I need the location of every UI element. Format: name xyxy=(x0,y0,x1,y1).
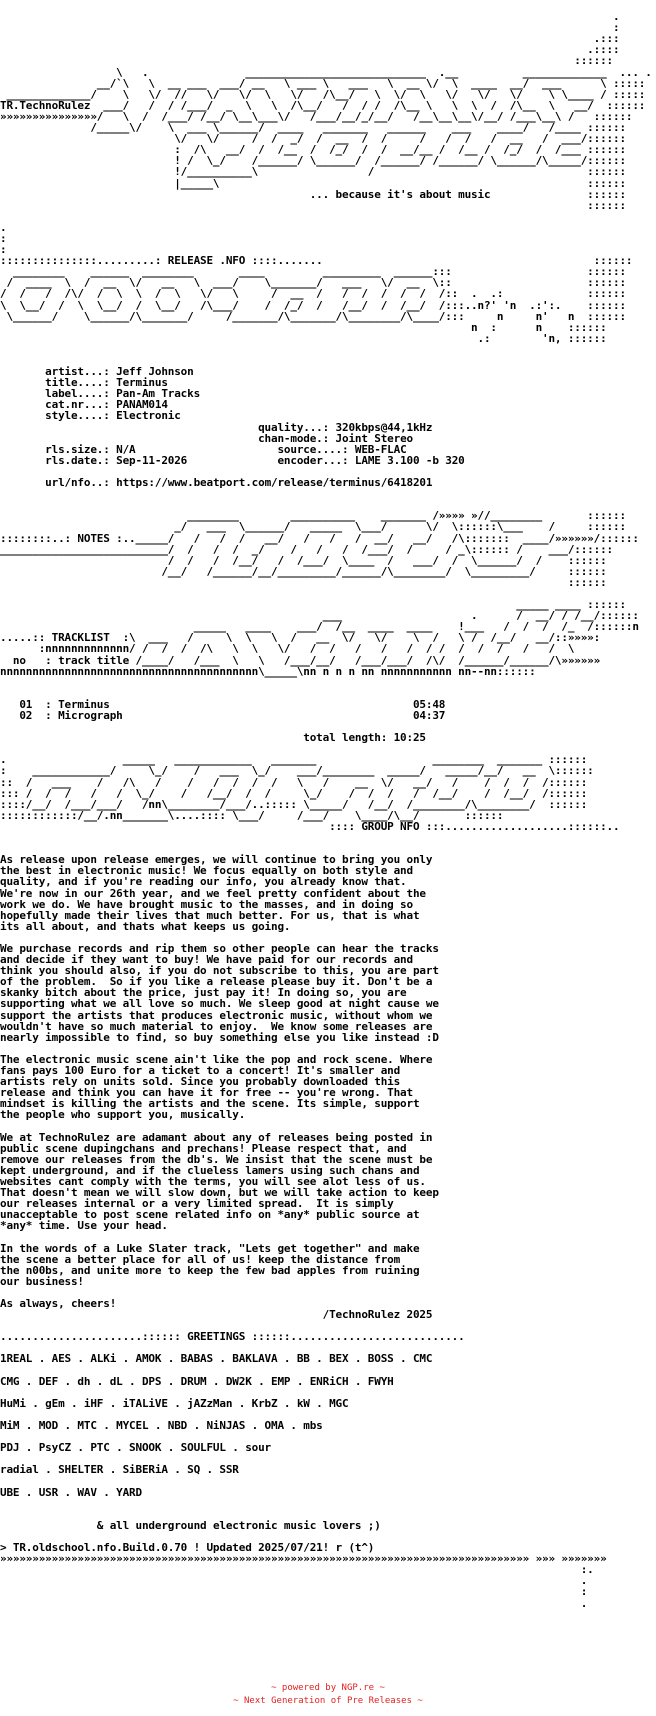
release-fields-right: quality...: 320kbps@44,1kHz chan-mode.: Joint Stereo rls.size.: N/A source....: WEB-FLAC rls.date.: Sep-11-2026 encoder...: LAME 3.100 -b 320 url/nfo..: https://www.beatport.com/release/terminus/6418201 xyxy=(0,420,465,490)
group-paragraph: The electronic music scene ain't like the pop and rock scene. Where fans pays 100 Euro for a ticket to a concert! It's smaller and artists rely on units sold. Since you probably downloaded this release and think you can have it for free -- you're wrong. That mindset is killing the artists and the scene. Its simple, support the people who support you, musically. xyxy=(0,1052,433,1122)
signature: /TechnoRulez 2025 xyxy=(322,1308,433,1322)
release-fields-left: artist...: Jeff Johnson title....: Terminus label....: Pan-Am Tracks cat.nr...: PANAM014 style....: Electronic xyxy=(0,365,201,423)
powered-by-footer xyxy=(0,1682,656,1708)
build-line: > TR.oldschool.nfo.Build.0.70 ! Updated 2025/07/21! r (t^) xyxy=(0,1541,375,1555)
notes-header: ________ __________ _______ /»»»» »//________ :::::: _/ ___ \______/ _____ \___/ \/ \::::::\___ / :::::: ::::::::..: NOTES :.._____/ / / / __/ / / / __/ __/ /\::::::: ____/»»»»»»/:::::: __________________________/ / / / _/ / / / /___/ / / _\:::::: / ___/:::::: / / / /__/ / /___/ \____ / ___/ / \______/ / :::::: /__/ /______/__/_________/______/\________/ \_________/ :::::: :::::: xyxy=(0,509,639,589)
total-length-value: 10:25 xyxy=(393,731,426,745)
header-logo-art: \ . ____________________________ .__ _____________ ... . __/`\ \ __ ___ ___/ __ \ ___ \ ___ \ __ \/ \ ____ __/ ___ \ ::::: _____________/ \ \/ // \/ \/ \ \/ /\__/ \ \/ \ \/ \/ \/ \ \____ / ::::: TR.TechnoRulez ___/ / / /___/ _ \ \ /\__/ / / / /\__ \ \ \ / /\__ \ __/ :::::: »»»»»»»»»»»»»»»/ \ / /___/ /__/ \__\___\/ /___/__/_/__/ /__\__\__\/__/ /___\__\ / :::::: /_____\/ \ ___ \______/ ____ _______ ______ ___ ____/ /____ :::::: \/ \/ / / _/ / __ / / / / / / __ / ___/:::::: : /\ __/ / /__ / /_/ / / __/__ / /__ / /_/ / /___ :::::: ! / \_/ /______/ \______/ /______/ /______/ \______/\_____/:::::: !/__________\ / :::::: |_____\ :::::: ... because it's about music :::::: :::::: xyxy=(0,65,652,212)
nfo-document: . : .::: .:::: :::::: \ . ____________________________ .__ _____________ ... . __/`\ \ __ ___ ___/ __ \ ___ \ ___ \ __ \/ \ ____ __/ ___ \ ::::: _____________/ \ \/ // \/ \/ \ \/ /\__/ \ \/ \ \/ \/ \/ \ \____ / ::::: TR.TechnoRulez ___/ / / /___/ _ \ \ /\__/ / / / /\__ \ \ \ / /\__ \ __/ :::::: »»»»»»»»»»»»»»»/ \ / /___/ /__/ \__\___\/ /___/__/_/__/ /__\__\__\/__/ /___\__\ / :::::: /_____\/ \ ___ \______/ ____ _______ ______ ___ ____/ /____ :::::: \/ \/ / / _/ / __ / / / / / / __ / ___/:::::: : /\ __/ / /__ / /_/ / / __/__ / /__ / /_/ / /___ :::::: ! / \_/ /______/ \______/ /______/ /______/ \______/\_____/:::::: !/__________\ / :::::: |_____\ :::::: ... because it's about music :::::: :::::: . : : :::::::::::::::.........: RELEASE .NFO ::::....... :::::: ________ ______ ________ ____ _________ ______::: :::::: / ____ \ / __ \/ __ \ ___/ \_______/ ___ \/ __ \:: :::::: / / / /\/ / \ \ / \ \/ \ / __ / / / / / / /:: . .: :::::: \ \__/ / \ \__/ / \__/ /\___/ / /_/ / /__/ / /__/ /:::..n?' 'n .:':. :::::: \______/ \______/\_______/ /_______/\_______/\________/\____/::: n n' n :::::: n : n :::::: .: 'n, :::::: artist...: Jeff Johnson title....: Terminus label....: Pan-Am Tracks cat.nr...: PANAM014 style....: Electronic quality...: 320kbps@44,1kHz chan-mode.: Joint Stereo rls.size.: N/A source....: WEB-FLAC rls.date.: Sep-11-2026 encoder...: LAME 3.100 -b 320 url/nfo..: https://www.beatport.com/release/terminus/6418201 ________ __________ _______ /»»»» »//________ :::::: _/ ___ \______/ _____ \___/ \/ \::::::\___ / :::::: ::::::::..: NOTES :.._____/ / / / __/ / / / __/ __/ /\::::::: ____/»»»»»»/:::::: __________________________/ / / / _/ / / / /___/ / / _\:::::: / ___/:::::: / / / /__/ / /___/ \____ / ___/ / \______/ / :::::: /__/ /______/__/_________/______/\________/ \_________/ :::::: :::::: _____ ____ :::::: ___ . / __/ / /__/:::::: _____ ____ ___/ /__ ____ ____ !___ / / / /_ /::::::n .....:: TRACKLIST :\ ___ / \ \ \ / __ \/ \/ \ / \ / /__/ __/::»»»»: :nnnnnnnnnnnnn/ / / / /\ \ \ \/ / / / / / / / / / / / / \ no : track title /____/ /___ \ \ /___/__/ /___/___/ /\/ /______/______/\»»»»»» nnnnnnnnnnnnnnnnnnnnnnnnnnnnnnnnnnnnnnnn\_____\nn n n n nn nnnnnnnnnnn nn--nn:::::: 01 : Terminus 05:48 02 : Micrograph 04:37 total length: 10:25 . _____ ____________ _______ ________ _______ :::::: : ____________/ \_/ / ___ \_/ ___/________ _____/ _____/__/ __ \:::::: :: / ___ / /\ / / / / / / \ / __ \/ __/ / / / / /:::::: ::: / / / / / \_/ / /__/ / / \_/ / / / / /__/ / /__/ /:::::: ::::/__/ /___/___/ /nn\________/___/..::::: \_____/ /__/ /________/\________/ :::::: ::::::::::::/__/.nn_______\....:::: \___/ /___/ \____/\__/ :::::: :::: GROUP NFO :::...................::::::.. As release upon release emerges, we will continue to bring you only the best in electronic music! We focus equally on both style and quality, and if you're reading our info, you already know that. We're now in our 26th year, and we feel pretty confident about the work we do. We have brought music to the masses, and in doing so hopefully made their lives that much better. For us, that is what its all about, and thats what keeps us going. We purchase records and rip them so other people can hear the tracks and decide if they want to buy! We have paid for our records and think you should also, if you do not subscribe to this, you are part of the problem. So if you like a release please buy it. Don't be a skanky bitch about the price, just pay it! In doing so, you are supporting what we all love so much. We sleep good at night cause we support the artists that produces electronic music, without whom we wouldn't have so much material to enjoy. We know some releases are nearly impossible to find, so buy something else you like instead :D The electronic music scene ain't like the pop and rock scene. Where fans pays 100 Euro for a ticket to a concert! It's smaller and artists rely on units sold. Since you probably downloaded this release and think you can have it for free -- you're wrong. That mindset is killing the artists and the scene. Its simple, support the people who support you, musically. We at TechnoRulez are adamant about any of releases being posted in public scene dupingchans and prechans! Please respect that, and remove our releases from the db's. We insist that the scene must be kept underground, and if the clueless lamers using such chans and websites cant comply with the terms, you will see alot less of us. That doesn't mean we will slow down, but we will take action to keep our releases internal or a very limited spread. It is simply unacceptable to post scene related info on *any* public source at *any* time. Use your head. In the words of a Luke Slater track, "Lets get together" and make the scene a better place for all of us! keep the distance from the n00bs, and unite more to keep the few bad apples from ruining our business! As always, cheers! /TechnoRulez 2025 ......................:::::: GREETINGS ::::::........................... 1REAL . AES . ALKi . AMOK . BABAS . BAKLAVA . BB . BEX . BOSS . CMC CMG . DEF . dh . dL . DPS . DRUM . DW2K . EMP . ENRiCH . FWYH HuMi . gEm . iHF . iTALiVE . jAZzMan . KrbZ . kW . MGC MiM . MOD . MTC . MYCEL . NBD . NiNJAS . OMA . mbs PDJ . PsyCZ . PTC . SNOOK . SOULFUL . sour radial . SHELTER . SiBERiA . SQ . SSR UBE . USR . WAV . YARD & all underground electronic music lovers ;) > TR.oldschool.nfo.Build.0.70 ! Updated 2025/07/21! r (t^) »»»»»»»»»»»»»»»»»»»»»»»»»»»»»»»»»»»»»»»»»»»»»»»»»»»»»»»»»»»»»»»»»»»»»»»»»»»»»»»»»» »»» »»»»»»» :. . : . xyxy=(0,0,656,1609)
group-paragraph: We purchase records and rip them so other people can hear the tracks and decide if they want to buy! We have paid for our records and think you should also, if you do not subscribe to this, you are part of the problem. So if you like a release please buy it. Don't be a skanky bitch about the price, just pay it! In doing so, you are supporting what we all love so much. We sleep good at night cause we support the artists that produces electronic music, without whom we wouldn't have so much material to enjoy. We know some releases are nearly impossible to find, so buy something else you like instead :D xyxy=(0,941,439,1044)
tracklist: 01 : Terminus 05:48 02 : Micrograph 04:37 total length: 10:25 xyxy=(19,697,446,745)
powered-by-link[interactable]: ~ powered by NGP.re ~ xyxy=(271,1683,385,1693)
group-nfo-header: . _____ ____________ _______ ________ _______ :::::: : ____________/ \_/ / ___ \_/ ___/________ _____/ _____/__/ __ \:::::: :: / ___ / /\ / / / / / / \ / __ \/ __/ / / / / /:::::: ::: / / / / / \_/ / /__/ / / \_/ / / / / /__/ / /__/ /:::::: ::::/__/ /___/___/ /nn\________/___/..::::: \_____/ /__/ /________/\________/ :::::: ::::::::::::/__/.nn_______\....:::: \___/ /___/ \____/\__/ :::::: :::: GROUP NFO :::...................::::::.. xyxy=(0,753,620,833)
track-no: 01 xyxy=(19,697,33,711)
release-nfo-header: . : : :::::::::::::::.........: RELEASE .NFO ::::....... :::::: ________ ______ ________ ____ _________ ______::: :::::: / ____ \ / __ \/ __ \ ___/ \_______/ ___ \/ __ \:: :::::: / / / /\/ / \ \ / \ \/ \ / __ / / / / / / /:: . .: :::::: \ \__/ / \ \__/ / \__/ /\___/ / /_/ / /__/ / /__/ /:::..n?' 'n .:':. :::::: \______/ \______/\_______/ /_______/\_______/\________/\____/::: n n' n :::::: n : n :::::: .: 'n, :::::: xyxy=(0,220,633,345)
rls-date-value: Sep-11-2026 xyxy=(116,453,188,467)
greetings-line: MiM . MOD . MTC . MYCEL . NBD . NiNJAS . OMA . mbs xyxy=(0,1419,323,1432)
top-decoration: . : .::: .:::: :::::: xyxy=(574,10,620,68)
greetings-line: PDJ . PsyCZ . PTC . SNOOK . SOULFUL . sour xyxy=(0,1441,272,1455)
tracklist-header: _____ ____ :::::: ___ . / __/ / /__/:::::: _____ ____ ___/ /__ ____ ____ !___ / / / /_ /::::::n .....:: TRACKLIST :\ ___ / \ \ \ / __ \/ \/ \ / \ / /__/ __/::»»»»: :nnnnnnnnnnnnn/ / / / /\ \ \ \/ / / / / / / / / / / / / \ no : track title /____/ /___ \ \ /___/__/ /___/___/ /\/ /______/______/\»»»»»» nnnnnnnnnnnnnnnnnnnnnnnnnnnnnnnnnnnnnnnn\_____\nn n n n nn nnnnnnnnnnn nn--nn:::::: xyxy=(0,598,639,678)
track-no: 02 xyxy=(19,709,33,722)
track-title: Terminus xyxy=(58,697,110,711)
style-value: Electronic xyxy=(116,409,181,423)
greetings-line: UBE . USR . WAV . YARD xyxy=(0,1485,142,1499)
group-paragraph: As release upon release emerges, we will continue to bring you only the best in electronic music! We focus equally on both style and quality, and if you're reading our info, you already know that. We're now in our 26th year, and we feel pretty confident about the work we do. We have brought music to the masses, and in doing so hopefully made their lives that much better. For us, that is what its all about, and thats what keeps us going. xyxy=(0,853,433,933)
label-value: Pan-Am Tracks xyxy=(116,387,201,401)
url-nfo-link[interactable]: https://www.beatport.com/release/terminus/6418201 xyxy=(116,476,433,490)
track-time: 04:37 xyxy=(412,709,446,722)
greetings-footer: & all underground electronic music lovers ;) xyxy=(96,1518,381,1532)
track-time: 05:48 xyxy=(412,697,446,711)
group-paragraph: As always, cheers! xyxy=(0,1296,117,1310)
group-paragraph: In the words of a Luke Slater track, "Lets get together" and make the scene a better place for all of us! keep the distance from the n00bs, and unite more to keep the few bad apples from ruining our business! xyxy=(0,1241,420,1288)
greetings-line: HuMi . gEm . iHF . iTALiVE . jAZzMan . KrbZ . kW . MGC xyxy=(0,1396,349,1410)
rls-size-value: N/A xyxy=(116,442,136,456)
artist-value: Jeff Johnson xyxy=(116,365,194,379)
chan-mode-value: Joint Stereo xyxy=(335,431,413,445)
greetings-header: ......................:::::: GREETINGS ::::::........................... xyxy=(0,1330,465,1344)
greetings-line: 1REAL . AES . ALKi . AMOK . BABAS . BAKLAVA . BB . BEX . BOSS . CMC xyxy=(0,1352,433,1366)
group-paragraph: We at TechnoRulez are adamant about any of releases being posted in public scene dupingchans and prechans! Please respect that, and remove our releases from the db's. We insist that the scene must be kept underground, and if the clueless lamers using such chans and websites cant comply with the terms, you will see alot less of us. That doesn't mean we will slow down, but we will take action to keep our releases internal or a very limited spread. It is simply unacceptable to post scene related info on *any* public source at *any* time. Use your head. xyxy=(0,1130,439,1233)
source-value: WEB-FLAC xyxy=(354,442,407,456)
cat-nr-value: PANAM014 xyxy=(116,398,168,412)
encoder-value: LAME 3.100 -b 320 xyxy=(354,453,465,467)
greetings-line: radial . SHELTER . SiBERiA . SQ . SSR xyxy=(0,1463,239,1477)
title-value: Terminus xyxy=(116,376,168,390)
ngp-tagline: ~ Next Generation of Pre Releases ~ xyxy=(233,1696,423,1706)
track-title: Micrograph xyxy=(58,709,123,722)
greetings-line: CMG . DEF . dh . dL . DPS . DRUM . DW2K . EMP . ENRiCH . FWYH xyxy=(0,1374,394,1388)
bottom-arrows: »»»»»»»»»»»»»»»»»»»»»»»»»»»»»»»»»»»»»»»»»»»»»»»»»»»»»»»»»»»»»»»»»»»»»»»»»»»»»»»»»» »»» »»»»»»» xyxy=(0,1552,607,1566)
quality-value: 320kbps@44,1kHz xyxy=(335,420,433,434)
